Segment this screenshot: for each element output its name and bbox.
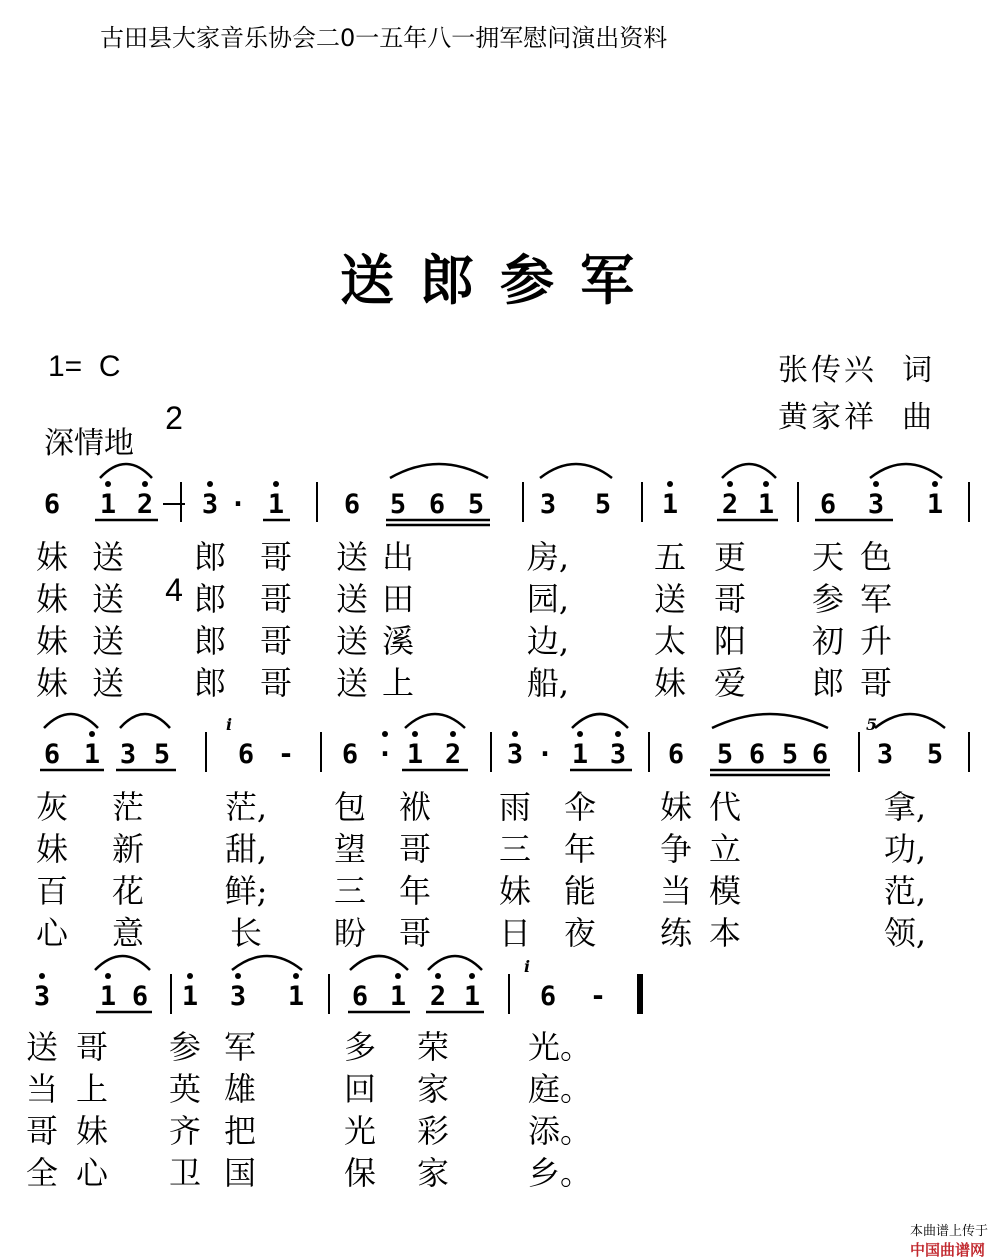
lyric-char: 阳 <box>713 622 747 660</box>
lyric-char: 参 <box>168 1028 202 1066</box>
lyric-char: 心 <box>35 914 69 952</box>
note: 5 <box>467 489 485 520</box>
lyric-char: 送 <box>335 580 369 618</box>
lyric-char: 边, <box>526 622 570 660</box>
lyric-char: 妹 <box>35 538 69 576</box>
note: 1 <box>406 739 424 770</box>
octave-dot <box>293 973 299 979</box>
note: 1 <box>389 981 407 1012</box>
lyric-char: 领, <box>883 914 927 952</box>
lyric-char: 妹 <box>35 664 69 702</box>
note: 5 <box>781 739 799 770</box>
note: 5 <box>389 489 407 520</box>
lyric-char: 郎 <box>193 622 227 660</box>
lyric-char: 多 <box>343 1028 377 1066</box>
lyric-char: 送 <box>335 664 369 702</box>
lyric-char: 三 <box>498 830 532 868</box>
lyric-char: 新 <box>111 830 145 868</box>
note: - <box>277 739 295 770</box>
octave-dot <box>207 481 213 487</box>
lyric-char: 包 <box>333 788 367 826</box>
slur <box>540 464 612 478</box>
lyric-char: 更 <box>713 538 747 576</box>
note: 3 <box>506 739 524 770</box>
slur <box>572 714 628 728</box>
lyric-char: 雨 <box>498 788 532 826</box>
octave-dot <box>873 481 879 487</box>
grace-note: i <box>524 957 531 976</box>
note: 5 <box>153 739 171 770</box>
footer-text: 本曲谱上传于 <box>909 1224 988 1239</box>
lyric-char: 拿, <box>883 788 927 826</box>
note: · <box>229 489 247 520</box>
lyric-char: 郎 <box>193 538 227 576</box>
lyric-char: 英 <box>168 1070 202 1108</box>
lyric-char: 上 <box>381 664 415 702</box>
lyric-char: 船, <box>526 664 570 702</box>
note: · <box>536 739 554 770</box>
lyric-char: 爱 <box>713 664 747 702</box>
note: 6 <box>351 981 369 1012</box>
lyric-char: 天 <box>811 538 845 576</box>
note: 2 <box>444 739 462 770</box>
slur <box>120 714 170 728</box>
lyric-char: 五 <box>653 538 687 576</box>
lyric-char: 送 <box>335 622 369 660</box>
lyric-char: 甜, <box>224 830 268 868</box>
lyric-char: 全 <box>25 1154 59 1192</box>
lyric-char: 郎 <box>193 580 227 618</box>
lyric-char: 百 <box>35 872 69 910</box>
lyric-char: 能 <box>563 872 597 910</box>
lyric-char: 哥 <box>713 580 747 618</box>
octave-dot <box>615 731 621 737</box>
lyric-char: 光。 <box>527 1028 593 1066</box>
lyric-char: 妹 <box>35 580 69 618</box>
lyric-char: 光 <box>343 1112 377 1150</box>
note: 6 <box>237 739 255 770</box>
note: 2 <box>429 981 447 1012</box>
lyric-char: 添。 <box>527 1112 593 1150</box>
lyric-char: 色 <box>859 538 893 576</box>
note: 3 <box>539 489 557 520</box>
slur <box>875 714 945 728</box>
octave-dot <box>667 481 673 487</box>
note: 3 <box>867 489 885 520</box>
octave-dot <box>412 731 418 737</box>
note: 1 <box>99 489 117 520</box>
lyric-char: 三 <box>333 872 367 910</box>
lyric-char: 卫 <box>168 1154 202 1192</box>
lyric-char: 哥 <box>75 1028 109 1066</box>
lyric-char: 茫 <box>111 788 145 826</box>
header-text: 古田县大家音乐协会二0一五年八一拥军慰问演出资料 <box>100 24 668 52</box>
lyric-char: 哥 <box>259 664 293 702</box>
note: 1 <box>571 739 589 770</box>
lyric-char: 哥 <box>259 538 293 576</box>
lyric-char: 荣 <box>416 1028 450 1066</box>
lyric-char: 哥 <box>859 664 893 702</box>
lyric-char: 保 <box>343 1154 377 1192</box>
octave-dot <box>105 481 111 487</box>
lyric-char: 送 <box>91 538 125 576</box>
note: 3 <box>119 739 137 770</box>
lyric-char: 夜 <box>563 914 597 952</box>
lyric-char: 哥 <box>398 914 432 952</box>
note: 6 <box>131 981 149 1012</box>
note: 5 <box>926 739 944 770</box>
lyric-char: 庭。 <box>527 1070 593 1108</box>
octave-dot <box>469 973 475 979</box>
lyric-char: 彩 <box>416 1112 450 1150</box>
lyric-char: 日 <box>498 914 532 952</box>
lyric-char: 送 <box>653 580 687 618</box>
octave-dot <box>382 731 388 737</box>
lyric-char: 意 <box>111 914 145 952</box>
note: 5 <box>716 739 734 770</box>
lyric-char: 长 <box>229 914 263 952</box>
note: 6 <box>819 489 837 520</box>
slur <box>722 464 776 478</box>
note: 6 <box>341 739 359 770</box>
lyric-char: 当 <box>25 1070 59 1108</box>
lyric-char: 年 <box>398 872 432 910</box>
lyricist-credit: 张传兴 词 <box>778 353 936 388</box>
lyric-char: 升 <box>859 622 893 660</box>
note: 3 <box>33 981 51 1012</box>
lyric-char: 哥 <box>259 580 293 618</box>
lyric-char: 军 <box>223 1028 257 1066</box>
note: 1 <box>267 489 285 520</box>
note: 6 <box>667 739 685 770</box>
octave-dot <box>395 973 401 979</box>
lyric-char: 送 <box>25 1028 59 1066</box>
lyric-char: 园, <box>526 580 570 618</box>
note: 1 <box>463 981 481 1012</box>
grace-note: 5 <box>866 715 878 734</box>
slur <box>44 714 98 728</box>
slur <box>350 956 408 970</box>
lyric-char: 心 <box>75 1154 109 1192</box>
lyric-char: 齐 <box>168 1112 202 1150</box>
lyric-char: 乡。 <box>527 1154 593 1192</box>
lyric-char: 上 <box>75 1070 109 1108</box>
octave-dot <box>142 481 148 487</box>
lyric-char: 本 <box>708 914 742 952</box>
note: 3 <box>229 981 247 1012</box>
lyric-char: 把 <box>223 1112 257 1150</box>
note: 6 <box>343 489 361 520</box>
octave-dot <box>105 973 111 979</box>
slur <box>232 956 302 970</box>
lyric-char: 军 <box>859 580 893 618</box>
lyric-char: 模 <box>708 872 742 910</box>
note: 6 <box>539 981 557 1012</box>
lyric-char: 年 <box>563 830 597 868</box>
note: 1 <box>757 489 775 520</box>
lyric-char: 争 <box>659 830 693 868</box>
note: 6 <box>43 739 61 770</box>
lyric-char: 房, <box>526 538 570 576</box>
note: 1 <box>661 489 679 520</box>
octave-dot <box>577 731 583 737</box>
note: 1 <box>83 739 101 770</box>
octave-dot <box>235 973 241 979</box>
slur <box>712 714 828 728</box>
slur <box>95 956 150 970</box>
note: 3 <box>609 739 627 770</box>
lyric-char: 家 <box>416 1154 450 1192</box>
lyric-char: 练 <box>659 914 693 952</box>
grace-note: i <box>226 715 233 734</box>
lyric-char: 送 <box>335 538 369 576</box>
lyric-char: 妹 <box>35 830 69 868</box>
note: 6 <box>748 739 766 770</box>
slur <box>100 464 152 478</box>
note: · <box>376 739 394 770</box>
octave-dot <box>435 973 441 979</box>
lyric-char: 郎 <box>811 664 845 702</box>
lyric-char: 袱 <box>398 788 432 826</box>
lyric-char: 回 <box>343 1070 377 1108</box>
note: 1 <box>181 981 199 1012</box>
lyric-char: 国 <box>223 1154 257 1192</box>
lyric-char: 范, <box>883 872 927 910</box>
lyric-char: 妹 <box>659 788 693 826</box>
lyric-char: 太 <box>653 622 687 660</box>
lyric-char: 出 <box>381 538 415 576</box>
octave-dot <box>187 973 193 979</box>
octave-dot <box>273 481 279 487</box>
key-signature: 1= C <box>48 350 121 383</box>
lyric-char: 送 <box>91 622 125 660</box>
lyric-char: 家 <box>416 1070 450 1108</box>
slur <box>870 464 942 478</box>
lyric-char: 哥 <box>398 830 432 868</box>
note: 6 <box>43 489 61 520</box>
lyric-char: 妹 <box>75 1112 109 1150</box>
lyric-char: 茫, <box>224 788 268 826</box>
octave-dot <box>727 481 733 487</box>
lyric-char: 初 <box>811 622 845 660</box>
note: 3 <box>201 489 219 520</box>
composer-credit: 黄家祥 曲 <box>778 400 936 435</box>
meter-top: 2 <box>165 400 183 436</box>
octave-dot <box>89 731 95 737</box>
tempo-marking: 深情地 <box>44 426 134 461</box>
lyric-char: 妹 <box>498 872 532 910</box>
lyric-char: 立 <box>708 830 742 868</box>
lyric-char: 花 <box>111 872 145 910</box>
lyric-char: 溪 <box>381 622 415 660</box>
lyric-char: 鲜; <box>224 872 268 910</box>
lyric-char: 送 <box>91 664 125 702</box>
lyric-char: 妹 <box>653 664 687 702</box>
note: 2 <box>136 489 154 520</box>
note: 1 <box>926 489 944 520</box>
lyric-char: 哥 <box>259 622 293 660</box>
slur <box>390 464 488 478</box>
lyric-char: 雄 <box>223 1070 257 1108</box>
octave-dot <box>39 973 45 979</box>
note: 5 <box>594 489 612 520</box>
lyric-char: 灰 <box>35 788 69 826</box>
octave-dot <box>512 731 518 737</box>
note: 6 <box>428 489 446 520</box>
site-logo: 中国曲谱网 <box>909 1241 985 1259</box>
lyric-char: 望 <box>333 830 367 868</box>
lyric-char: 代 <box>708 788 742 826</box>
note: 6 <box>811 739 829 770</box>
note: - <box>589 981 607 1012</box>
octave-dot <box>763 481 769 487</box>
meter-bottom: 4 <box>165 572 183 608</box>
lyric-char: 伞 <box>563 788 597 826</box>
song-title: 送郎参军 <box>340 248 660 312</box>
note: 1 <box>99 981 117 1012</box>
slur <box>428 956 482 970</box>
lyric-char: 参 <box>811 580 845 618</box>
lyric-char: 功, <box>883 830 927 868</box>
lyric-char: 田 <box>381 580 415 618</box>
slur <box>405 714 465 728</box>
octave-dot <box>450 731 456 737</box>
lyric-char: 郎 <box>193 664 227 702</box>
lyric-char: 哥 <box>25 1112 59 1150</box>
note: 3 <box>876 739 894 770</box>
note: 1 <box>287 981 305 1012</box>
note: 2 <box>721 489 739 520</box>
lyric-char: 当 <box>659 872 693 910</box>
lyric-char: 妹 <box>35 622 69 660</box>
lyric-char: 送 <box>91 580 125 618</box>
octave-dot <box>932 481 938 487</box>
lyric-char: 盼 <box>333 914 367 952</box>
